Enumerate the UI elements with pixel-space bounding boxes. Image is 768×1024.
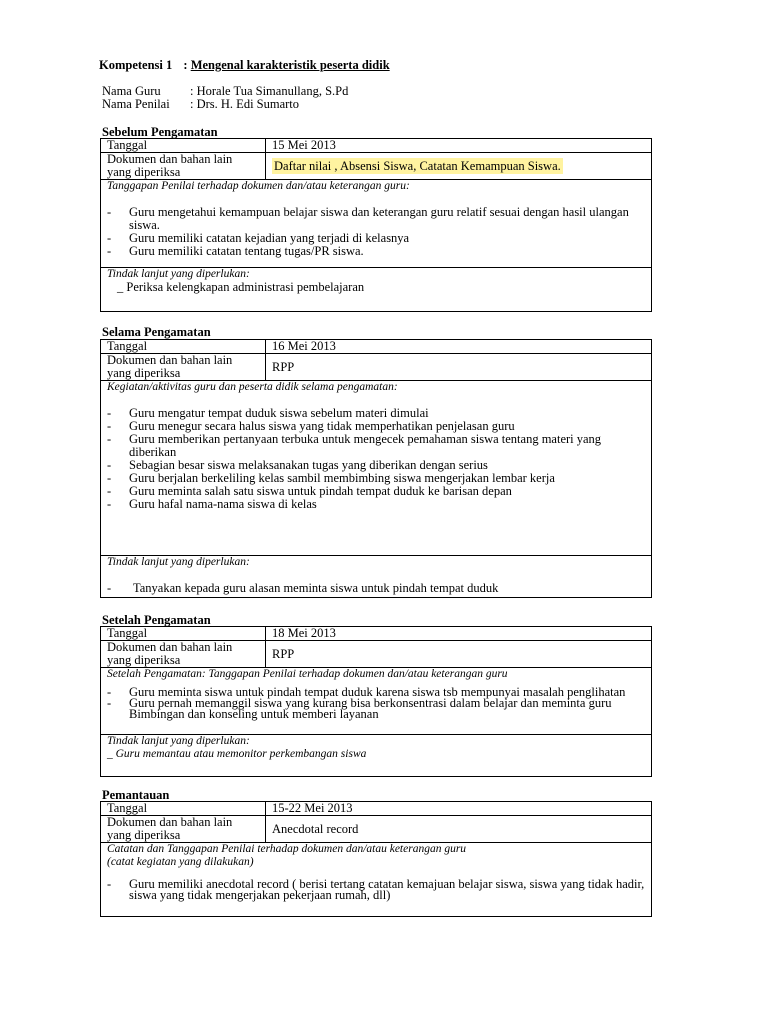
list-item: - Guru memiliki catatan kejadian yang terjadi di kelasnya [107,232,645,245]
nama-penilai-value: : Drs. H. Edi Sumarto [190,97,300,111]
table-pemantauan [100,801,652,917]
label-tanggal: Tanggal [101,340,266,354]
list-item: - Guru mengetahui kemampuan belajar siswa dan keterangan guru relatif sesuai dengan hasil ulangan siswa. [107,206,645,232]
cell-tindak-lanjut [101,556,652,598]
section-title-pemantauan: Pemantauan [102,788,170,802]
tanggapan-heading: Tanggapan Penilai terhadap dokumen dan/atau keterangan guru: [107,180,410,192]
section-title-selama: Selama Pengamatan [102,325,211,339]
tanggapan-heading: Setelah Pengamatan: Tanggapan Penilai terhadap dokumen dan/atau keterangan guru [107,668,508,680]
value-dokumen: RPP [266,354,652,381]
list-item: - Guru memberikan pertanyaan terbuka untuk mengecek pemahaman siswa tentang materi yang diberikan [107,433,645,459]
value-tanggal: 16 Mei 2013 [266,340,652,354]
list-item: - Guru memiliki catatan tentang tugas/PR siswa. [107,245,645,258]
tindak-lanjut-heading: Tindak lanjut yang diperlukan: [107,556,250,568]
label-tanggal: Tanggal [101,627,266,641]
catatan-heading: Catatan dan Tanggapan Penilai terhadap dokumen dan/atau keterangan guru [107,843,467,855]
table-setelah [100,626,652,777]
tindak-lanjut-item: _ Guru memantau atau memonitor perkembangan siswa [107,748,367,760]
label-tanggal: Tanggal [101,802,266,816]
label-tanggal: Tanggal [101,139,266,153]
kegiatan-list [107,407,645,511]
list-item: - Guru pernah memanggil siswa yang kurang bisa berkonsentrasi dalam belajar dan meminta guru Bimbingan dan konseling untuk memberi layanan [107,698,645,720]
value-tanggal: 15-22 Mei 2013 [266,802,652,816]
catatan-subheading: (catat kegiatan yang dilakukan) [107,856,254,868]
tindak-lanjut-heading: Tindak lanjut yang diperlukan: [107,735,250,747]
section-title-setelah: Setelah Pengamatan [102,613,211,627]
list-item: - Tanyakan kepada guru alasan meminta siswa untuk pindah tempat duduk [107,582,645,595]
kompetensi-line [99,59,390,72]
kompetensi-label: Kompetensi 1 [99,58,173,72]
tindak-lanjut-list [107,582,645,595]
list-item: - Guru memiliki anecdotal record ( berisi tertang catatan kemajuan belajar siswa, siswa yang tidak hadir, siswa yang tidak mengerjakan pekerjaan rumah, dll) [107,879,645,901]
label-dokumen: Dokumen dan bahan lain yang diperiksa [101,153,266,180]
nama-guru-value: : Horale Tua Simanullang, S.Pd [190,84,349,98]
list-item: - Guru meminta salah satu siswa untuk pindah tempat duduk ke barisan depan [107,485,645,498]
list-item: - Sebagian besar siswa melaksanakan tugas yang diberikan dengan serius [107,459,645,472]
value-tanggal: 15 Mei 2013 [266,139,652,153]
nama-guru-label: Nama Guru [102,84,161,98]
nama-penilai-label: Nama Penilai [102,97,170,111]
cell-tanggapan [101,668,652,735]
value-dokumen: Daftar nilai , Absensi Siswa, Catatan Kemampuan Siswa. [274,158,561,173]
cell-tindak-lanjut [101,735,652,777]
label-dokumen: Dokumen dan bahan lain yang diperiksa [101,354,266,381]
tindak-lanjut-heading: Tindak lanjut yang diperlukan: [107,268,250,280]
label-dokumen: Dokumen dan bahan lain yang diperiksa [101,641,266,668]
kompetensi-title: Mengenal karakteristik peserta didik [190,58,390,72]
label-dokumen: Dokumen dan bahan lain yang diperiksa [101,816,266,843]
tindak-lanjut-item: _ Periksa kelengkapan administrasi pembelajaran [117,280,365,294]
list-item: - Guru hafal nama-nama siswa di kelas [107,498,645,511]
kegiatan-heading: Kegiatan/aktivitas guru dan peserta didik selama pengamatan: [107,381,398,393]
cell-tindak-lanjut [101,268,652,312]
value-dokumen: Anecdotal record [266,816,652,843]
cell-catatan [101,843,652,917]
table-sebelum [100,138,652,312]
catatan-list [107,879,645,901]
table-selama [100,339,652,598]
list-item: - Guru berjalan berkeliling kelas sambil membimbing siswa mengerjakan lembar kerja [107,472,645,485]
cell-kegiatan [101,381,652,556]
list-item: - Guru menegur secara halus siswa yang tidak memperhatikan penjelasan guru [107,420,645,433]
tanggapan-list [107,687,645,720]
value-dokumen: RPP [266,641,652,668]
cell-tanggapan [101,180,652,268]
section-title-sebelum: Sebelum Pengamatan [102,125,218,139]
list-item: - Guru mengatur tempat duduk siswa sebelum materi dimulai [107,407,645,420]
tanggapan-list [107,206,645,258]
value-tanggal: 18 Mei 2013 [266,627,652,641]
kompetensi-separator: : [183,58,188,72]
list-item: - Guru meminta siswa untuk pindah tempat duduk karena siswa tsb mempunyai masalah penglihatan [107,687,645,698]
